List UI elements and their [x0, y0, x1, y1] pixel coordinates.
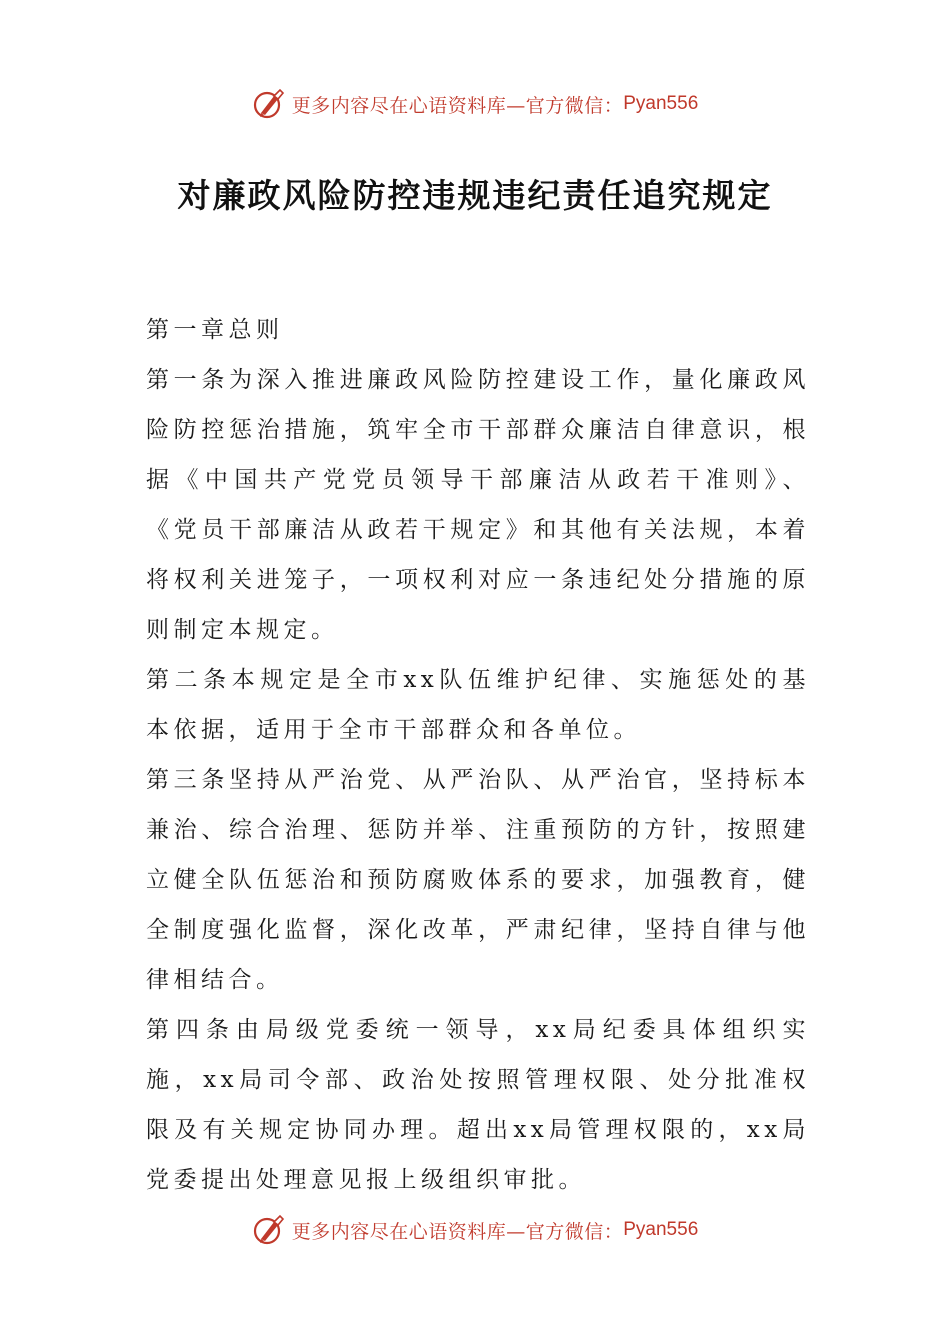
banner-wechat-id: Pyan556 [623, 93, 699, 114]
chapter-heading: 第一章总则 [146, 317, 284, 343]
footer-banner [0, 1210, 950, 1250]
banner-wechat-id: Pyan556 [623, 1219, 699, 1240]
pen-in-circle-icon [252, 87, 286, 121]
article-1: 第一条为深入推进廉政风险防控建设工作，量化廉政风险防控惩治措施，筑牢全市干部群众廉洁自律意识，根据《中国共产党党员领导干部廉洁从政若干准则》、《党员干部廉洁从政若干规定》和其他有关法规，本着将权利关进笼子，一项权利对应一条违纪处分措施的原则制定本规定。 [146, 367, 810, 643]
article-4: 第四条由局级党委统一领导，xx局纪委具体组织实施，xx局司令部、政治处按照管理权限、处分批准权限及有关规定协同办理。超出xx局管理权限的，xx局党委提出处理意见报上级组织审批。 [146, 1017, 810, 1193]
document-body [146, 305, 810, 1205]
document-title: 对廉政风险防控违规违纪责任追究规定 [177, 176, 773, 215]
article-3: 第三条坚持从严治党、从严治队、从严治官，坚持标本兼治、综合治理、惩防并举、注重预防的方针，按照建立健全队伍惩治和预防腐败体系的要求，加强教育，健全制度强化监督，深化改革，严肃纪律，坚持自律与他律相结合。 [146, 767, 810, 993]
article-2: 第二条本规定是全市xx队伍维护纪律、实施惩处的基本依据，适用于全市干部群众和各单位。 [146, 667, 810, 743]
banner-text: 更多内容尽在心语资料库—官方微信： [291, 1220, 624, 1243]
header-banner [0, 84, 950, 124]
pen-in-circle-icon [252, 1213, 286, 1247]
banner-text: 更多内容尽在心语资料库—官方微信： [291, 94, 624, 117]
